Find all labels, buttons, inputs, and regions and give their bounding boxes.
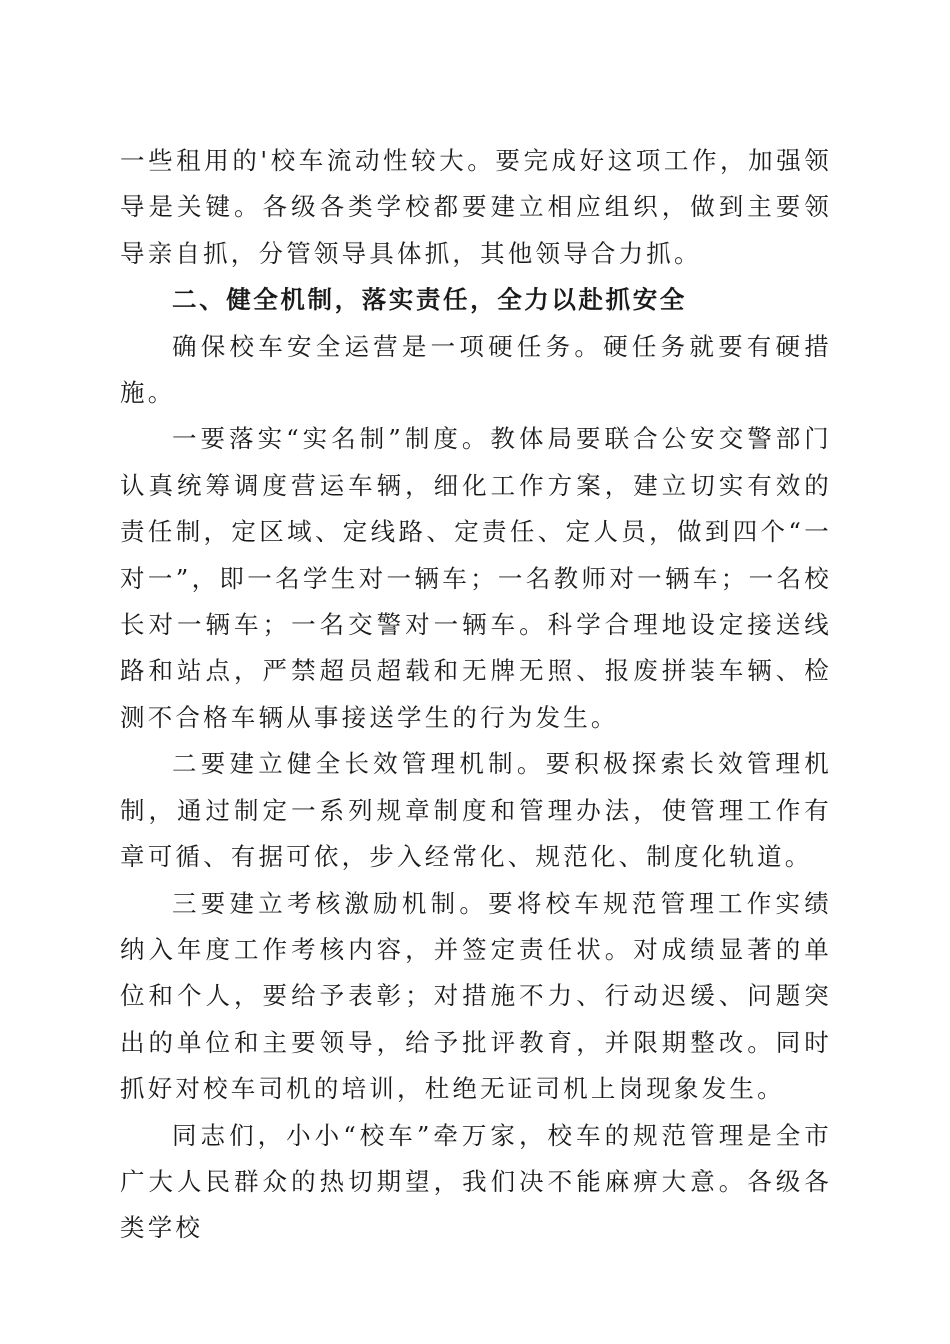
paragraph-intro: 确保校车安全运营是一项硬任务。硬任务就要有硬措施。 (120, 331, 832, 408)
section-heading: 二、健全机制，落实责任，全力以赴抓安全 (172, 285, 687, 315)
document-body (120, 138, 832, 1252)
paragraph-point-three: 三要建立考核激励机制。要将校车规范管理工作实绩纳入年度工作考核内容，并签定责任状。对成绩显著的单位和个人，要给予表彰；对措施不力、行动迟缓、问题突出的单位和主要领导，给予批评教育，并限期整改。同时抓好对校车司机的培训，杜绝无证司机上岗现象发生。 (120, 888, 832, 1104)
paragraph-closing: 同志们，小小“校车”牵万家，校车的规范管理是全市广大人民群众的热切期望，我们决不能麻痹大意。各级各类学校 (120, 1120, 832, 1243)
paragraph-continuation: 一些租用的'校车流动性较大。要完成好这项工作，加强领导是关键。各级各类学校都要建立相应组织，做到主要领导亲自抓，分管领导具体抓，其他领导合力抓。 (120, 146, 832, 268)
paragraph-point-one: 一要落实“实名制”制度。教体局要联合公安交警部门认真统筹调度营运车辆，细化工作方案，建立切实有效的责任制，定区域、定线路、定责任、定人员，做到四个“一对一”，即一名学生对一辆车；一名教师对一辆车；一名校长对一辆车；一名交警对一辆车。科学合理地设定接送线路和站点，严禁超员超载和无牌无照、报废拼装车辆、检测不合格车辆从事接送学生的行为发生。 (120, 424, 832, 732)
paragraph-point-two: 二要建立健全长效管理机制。要积极探索长效管理机制，通过制定一系列规章制度和管理办法，使管理工作有章可循、有据可依，步入经常化、规范化、制度化轨道。 (120, 749, 832, 872)
